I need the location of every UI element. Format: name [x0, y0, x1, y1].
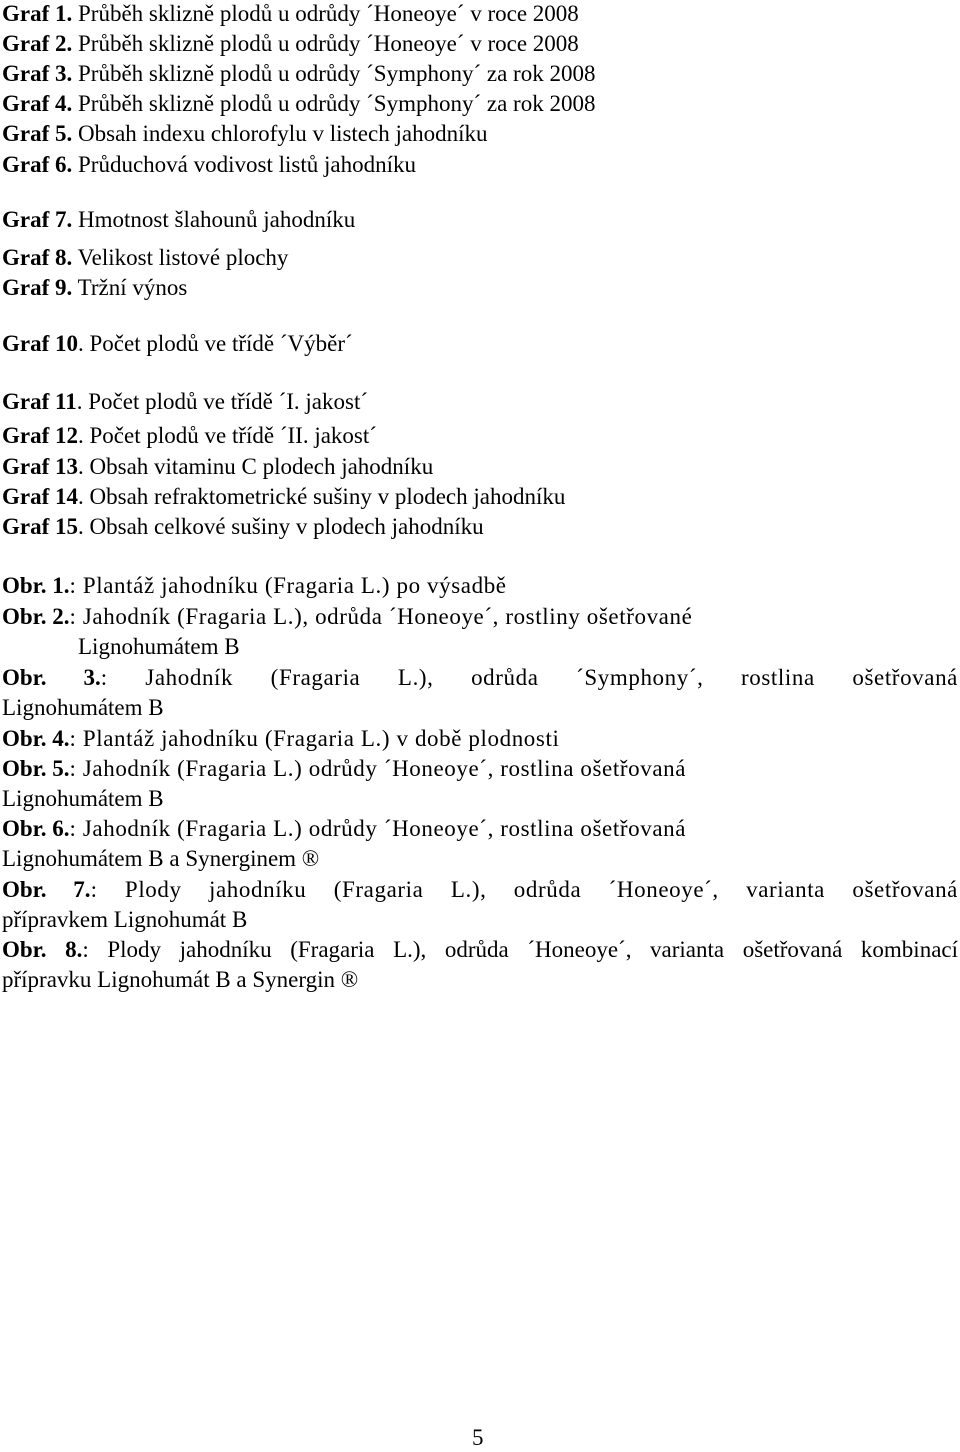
graph-label: Graf 14	[2, 484, 79, 509]
graph-caption-5	[2, 120, 487, 148]
graph-text: Průběh sklizně plodů u odrůdy ´Symphony´ za rok 2008	[72, 91, 596, 116]
figure-text: : Plody jahodníku (Fragaria L.), odrůda ´Honeoye´, varianta ošetřovaná kombinací	[82, 937, 958, 962]
figure-caption-5-continuation: Lignohumátem B	[2, 786, 164, 811]
graph-caption-1	[2, 0, 579, 28]
graph-caption-3	[2, 60, 595, 88]
graph-label: Graf 15	[2, 514, 79, 539]
graph-label: Graf 7.	[2, 207, 73, 232]
figure-caption-8-continuation: přípravku Lignohumát B a Synergin ®	[2, 967, 359, 992]
graph-caption-7	[2, 206, 355, 234]
figure-caption-6	[2, 815, 686, 843]
figure-label: Obr. 1.	[2, 573, 70, 598]
graph-label: Graf 6.	[2, 152, 73, 177]
graph-text: . Obsah refraktometrické sušiny v plodech jahodníku	[78, 484, 566, 509]
figure-caption-2-continuation: Lignohumátem B	[78, 634, 240, 659]
graph-caption-6	[2, 151, 416, 179]
figure-label: Obr. 7.	[2, 877, 91, 902]
graph-label: Graf 4.	[2, 91, 73, 116]
graph-label: Graf 2.	[2, 31, 73, 56]
graph-label: Graf 11	[2, 389, 77, 414]
graph-label: Graf 5.	[2, 121, 73, 146]
graph-caption-14	[2, 483, 565, 511]
graph-caption-15	[2, 513, 484, 541]
figure-caption-1	[2, 572, 507, 600]
graph-text: . Počet plodů ve třídě ´II. jakost´	[78, 423, 377, 448]
graph-text: . Obsah celkové sušiny v plodech jahodníku	[78, 514, 484, 539]
graph-caption-12	[2, 422, 377, 450]
figure-text: : Jahodník (Fragaria L.), odrůda ´Honeoye´, rostliny ošetřované	[69, 604, 693, 629]
page-number: 5	[472, 1425, 484, 1450]
graph-text: Průběh sklizně plodů u odrůdy ´Symphony´ za rok 2008	[72, 61, 596, 86]
figure-label: Obr. 4.	[2, 726, 70, 751]
graph-caption-8	[2, 244, 288, 272]
graph-label: Graf 13	[2, 454, 79, 479]
graph-label: Graf 3.	[2, 61, 73, 86]
figure-text: : Plantáž jahodníku (Fragaria L.) po výsadbě	[69, 573, 507, 598]
figure-caption-5	[2, 755, 686, 783]
figure-caption-8	[2, 936, 958, 964]
figure-text: : Plody jahodníku (Fragaria L.), odrůda ´Honeoye´, varianta ošetřovaná	[90, 877, 958, 902]
figure-label: Obr. 2.	[2, 604, 70, 629]
graph-text: Obsah indexu chlorofylu v listech jahodníku	[72, 121, 488, 146]
graph-caption-4	[2, 90, 595, 118]
graph-text: . Počet plodů ve třídě ´Výběr´	[78, 331, 353, 356]
graph-label: Graf 10	[2, 331, 79, 356]
graph-label: Graf 1.	[2, 1, 73, 26]
figure-text: : Jahodník (Fragaria L.) odrůdy ´Honeoye´, rostlina ošetřovaná	[69, 756, 687, 781]
graph-text: Tržní výnos	[72, 275, 188, 300]
graph-caption-10	[2, 330, 353, 358]
graph-text: Průběh sklizně plodů u odrůdy ´Honeoye´ v roce 2008	[72, 31, 579, 56]
graph-label: Graf 12	[2, 423, 79, 448]
graph-text: Hmotnost šlahounů jahodníku	[72, 207, 356, 232]
figure-caption-2	[2, 603, 692, 631]
figure-text: : Jahodník (Fragaria L.) odrůdy ´Honeoye´, rostlina ošetřovaná	[69, 816, 687, 841]
graph-caption-9	[2, 274, 187, 302]
graph-caption-11	[2, 388, 368, 416]
graph-text: Velikost listové plochy	[72, 245, 289, 270]
figure-label: Obr. 6.	[2, 816, 70, 841]
graph-label: Graf 8.	[2, 245, 73, 270]
figure-text: : Plantáž jahodníku (Fragaria L.) v době plodnosti	[69, 726, 560, 751]
figure-caption-4	[2, 725, 559, 753]
figure-text: : Jahodník (Fragaria L.), odrůda ´Symphony´, rostlina ošetřovaná	[100, 665, 958, 690]
figure-caption-7	[2, 876, 958, 904]
graph-text: . Obsah vitaminu C plodech jahodníku	[78, 454, 434, 479]
figure-caption-3-continuation: Lignohumátem B	[2, 695, 164, 720]
graph-text: Průduchová vodivost listů jahodníku	[72, 152, 416, 177]
figure-label: Obr. 5.	[2, 756, 70, 781]
figure-caption-6-continuation: Lignohumátem B a Synerginem ®	[2, 846, 320, 871]
figure-label: Obr. 8.	[2, 937, 83, 962]
graph-label: Graf 9.	[2, 275, 73, 300]
graph-text: Průběh sklizně plodů u odrůdy ´Honeoye´ v roce 2008	[72, 1, 579, 26]
graph-caption-2	[2, 30, 579, 58]
figure-label: Obr. 3.	[2, 665, 101, 690]
graph-caption-13	[2, 453, 433, 481]
figure-caption-3	[2, 664, 958, 692]
figure-caption-7-continuation: přípravkem Lignohumát B	[2, 907, 248, 932]
graph-text: . Počet plodů ve třídě ´I. jakost´	[76, 389, 369, 414]
